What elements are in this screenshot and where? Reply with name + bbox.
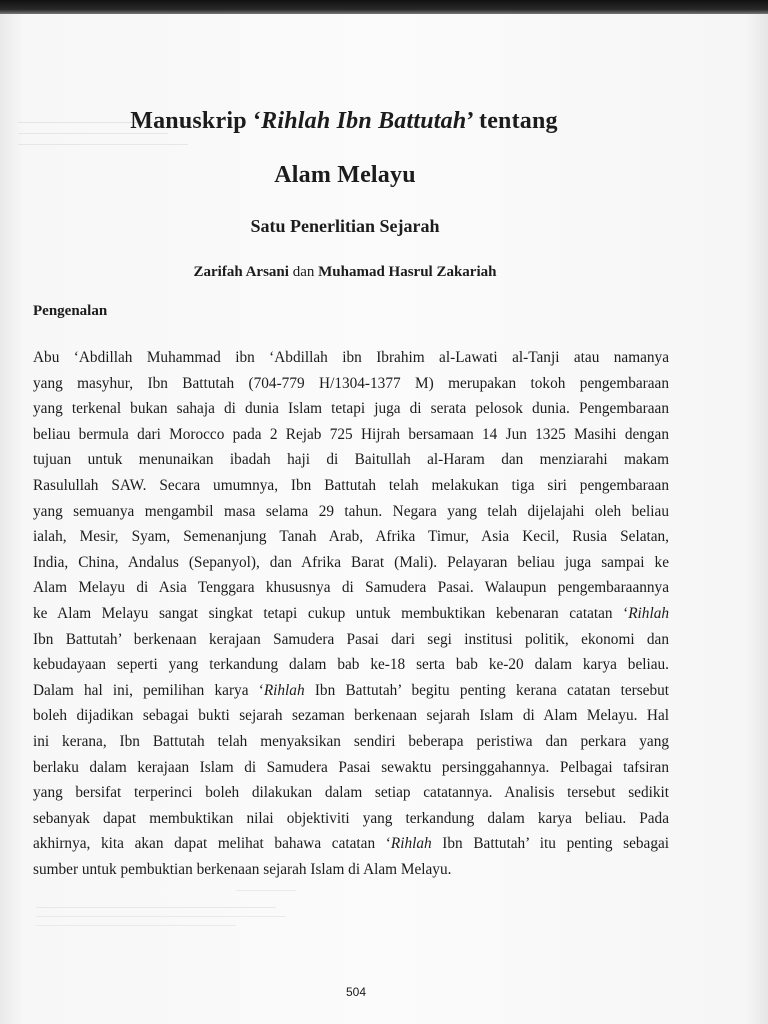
paragraph-line xyxy=(33,627,669,653)
author-2: Muhamad Hasrul Zakariah xyxy=(318,264,497,280)
author-connector: dan xyxy=(288,264,319,280)
line-text: Alam Melayu di Asia Tenggara khususnya di Samudera Pasai. Walaupun pengembaraannya xyxy=(33,579,669,597)
paragraph-line xyxy=(33,422,669,448)
paragraph-line xyxy=(33,396,669,422)
paragraph-line xyxy=(33,831,669,857)
paragraph-line xyxy=(33,550,669,576)
line-text: yang semuanya mengambil masa selama 29 tahun. Negara yang telah dijelajahi oleh beliau xyxy=(33,502,669,520)
line-text: kebudayaan seperti yang terkandung dalam bab ke-18 serta bab ke-20 dalam karya beliau. xyxy=(33,656,669,674)
paragraph-line xyxy=(33,678,669,704)
line-text: sebanyak dapat membuktikan nilai objektiviti yang terkandung dalam karya beliau. Pada xyxy=(33,809,669,827)
paragraph-line xyxy=(33,755,669,781)
paragraph-line xyxy=(33,703,669,729)
bleed-through-bottom xyxy=(36,890,296,960)
body-paragraph xyxy=(33,345,669,882)
line-italic-text: Rihlah xyxy=(628,604,669,622)
line-text: ini kerana, Ibn Battutah telah menyaksikan sendiri beberapa peristiwa dan perkara yang xyxy=(33,732,669,750)
paragraph-line xyxy=(33,806,669,832)
line-text: sumber untuk pembuktian berkenaan sejarah Islam di Alam Melayu. xyxy=(33,860,452,878)
author-line xyxy=(0,264,690,281)
paragraph-line xyxy=(33,447,669,473)
line-text: ialah, Mesir, Syam, Semenanjung Tanah Arab, Afrika Timur, Asia Kecil, Rusia Selatan, xyxy=(33,528,669,546)
line-text-continued: Ibn Battutah’ itu penting sebagai xyxy=(431,835,669,853)
title-italic-work: Rihlah Ibn Battutah xyxy=(261,108,467,134)
paragraph-line xyxy=(33,601,669,627)
line-text: tujuan untuk menunaikan ibadah haji di Baitullah al-Haram dan menziarahi makam xyxy=(33,451,669,469)
paragraph-line xyxy=(33,652,669,678)
paragraph-line xyxy=(33,575,669,601)
line-text: India, China, Andalus (Sepanyol), dan Afrika Barat (Mali). Pelayaran beliau juga sampai ke xyxy=(33,553,669,571)
title-suffix: ’ tentang xyxy=(466,108,558,134)
article-subtitle: Satu Penerlitian Sejarah xyxy=(250,216,440,236)
paragraph-line xyxy=(33,729,669,755)
line-text: Abu ‘Abdillah Muhammad ibn ‘Abdillah ibn Ibrahim al-Lawati al-Tanji atau namanya xyxy=(33,349,669,366)
article-title-line-1 xyxy=(0,108,688,135)
paragraph-line xyxy=(33,345,669,371)
paragraph-line xyxy=(33,499,669,525)
title-prefix: Manuskrip ‘ xyxy=(130,108,262,134)
line-text: Rasulullah SAW. Secara umumnya, Ibn Battutah telah melakukan tiga siri pengembaraan xyxy=(33,476,669,494)
line-text: yang masyhur, Ibn Battutah (704-779 H/1304-1377 M) merupakan tokoh pengembaraan xyxy=(33,374,669,392)
paragraph-line xyxy=(33,857,669,883)
line-text: beliau bermula dari Morocco pada 2 Rejab 725 Hijrah bersamaan 14 Jun 1325 Masihi dengan xyxy=(33,425,669,443)
paragraph-line xyxy=(33,780,669,806)
line-italic-text: Rihlah xyxy=(390,835,432,853)
document-page xyxy=(0,14,768,1024)
page-number: 504 xyxy=(345,985,367,999)
paragraph-line xyxy=(33,473,669,499)
paragraph-line xyxy=(33,524,669,550)
line-text: akhirnya, kita akan dapat melihat bahawa catatan ‘ xyxy=(33,835,391,853)
line-text: yang bersifat terperinci boleh dilakukan dalam setiap catatannya. Analisis tersebut sedikit xyxy=(33,784,669,802)
line-text-continued: Ibn Battutah’ begitu penting kerana catatan tersebut xyxy=(304,681,669,699)
author-1: Zarifah Arsani xyxy=(193,264,289,280)
line-text: berlaku dalam kerajaan Islam di Samudera Pasai sewaktu persinggahannya. Pelbagai tafsiran xyxy=(33,758,669,776)
line-italic-text: Rihlah xyxy=(263,681,305,699)
line-text: boleh dijadikan sebagai bukti sejarah sezaman berkenaan sejarah Islam di Alam Melayu. Hal xyxy=(33,707,669,725)
line-text: Ibn Battutah’ berkenaan kerajaan Samudera Pasai dari segi institusi politik, ekonomi dan xyxy=(33,630,669,648)
section-heading: Pengenalan xyxy=(33,303,108,319)
article-title-line-2: Alam Melayu xyxy=(274,162,416,188)
line-text: Dalam hal ini, pemilihan karya ‘ xyxy=(33,681,264,699)
line-text: yang terkenal bukan sahaja di dunia Islam tetapi juga di serata pelosok dunia. Pengembaraan xyxy=(33,400,669,418)
paragraph-line xyxy=(33,371,669,397)
line-text: ke Alam Melayu sangat singkat tetapi cukup untuk membuktikan kebenaran catatan ‘ xyxy=(33,604,629,622)
